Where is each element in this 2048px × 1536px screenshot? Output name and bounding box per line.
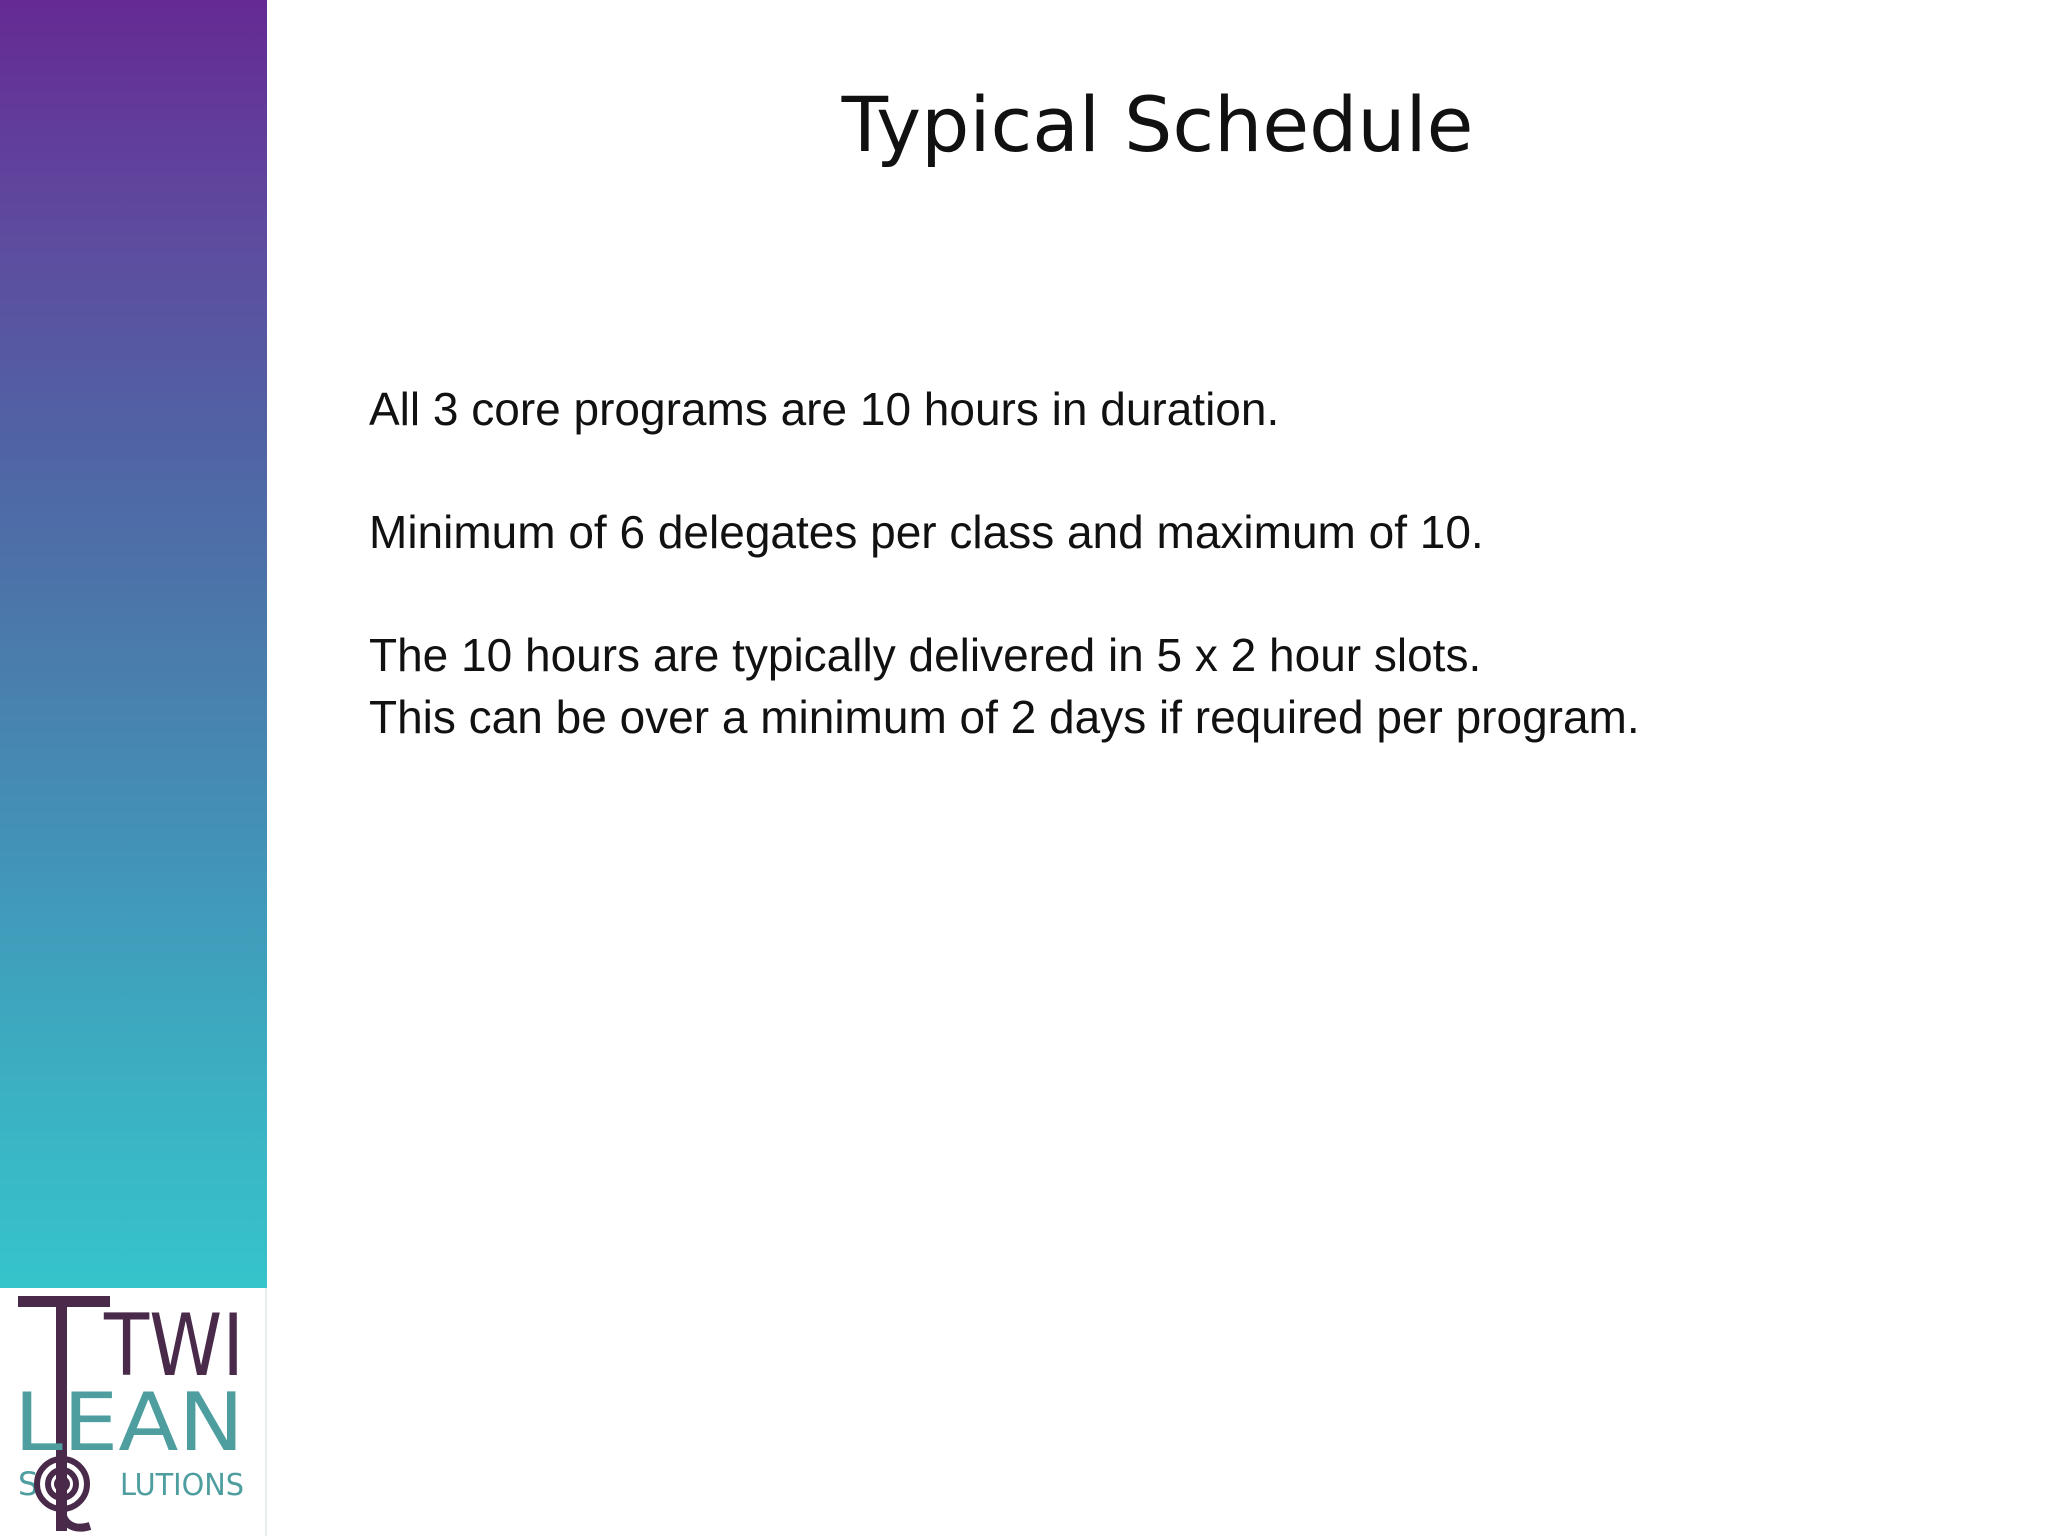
body-line-days: This can be over a minimum of 2 days if required per program. <box>369 691 1640 743</box>
logo-s-text: S <box>18 1465 39 1503</box>
body-line-duration: All 3 core programs are 10 hours in duration. <box>369 383 1280 435</box>
logo-lean-text: LEAN <box>14 1376 244 1469</box>
logo-lutions-text: LUTIONS <box>120 1468 244 1503</box>
slide-body <box>369 378 2009 748</box>
logo <box>0 1288 267 1536</box>
body-line-slots: The 10 hours are typically delivered in 5 x 2 hour slots. <box>369 629 1482 681</box>
logo-twi-text: TWI <box>103 1296 244 1396</box>
sidebar-gradient-band <box>0 0 267 1288</box>
body-line-delegates: Minimum of 6 delegates per class and maximum of 10. <box>369 506 1484 558</box>
twi-lean-solutions-logo <box>0 1288 265 1536</box>
slide-title: Typical Schedule <box>841 80 1474 169</box>
